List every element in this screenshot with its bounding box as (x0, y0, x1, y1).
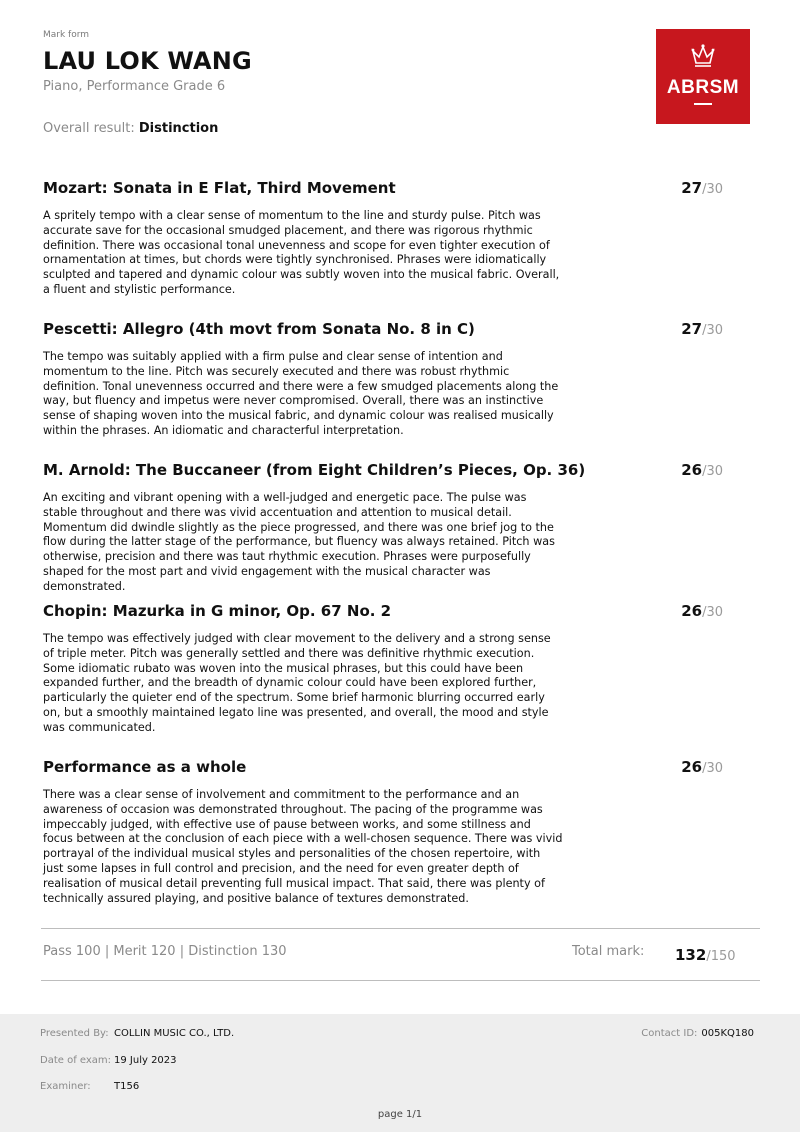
examiner-comment: The tempo was effectively judged with clear movement to the delivery and a strong sense of triple meter. Pitch was generally settled and there was definitive rhythmic execution. Some idiomatic rubato was woven into the musical phrases, but this could have been expanded further, and the breadth of dynamic colour could have been explored further, particularly the quieter end of the spectrum. Some brief harmonic blurring occurred early on, but a smoothly maintained legato line was presented, and overall, the mood and style was communicated. (43, 632, 551, 734)
examiner-comment: The tempo was suitably applied with a firm pulse and clear sense of intention and momentum to the line. Pitch was securely executed and there was robust rhythmic definition. Tonal unevenness occurred and there were a few smudged placements along the way, but fluency and impetus were never compromised. Overall, there was an instinctive sense of shaping woven into the musical fabric, and dynamic colour was realised musically within the phrases. An idiomatic and characterful interpretation. (43, 350, 559, 437)
overall-result-label: Overall result: (43, 121, 139, 136)
piece-score (681, 461, 723, 479)
score-max: /30 (702, 464, 723, 479)
total-mark-max: /150 (706, 949, 736, 964)
footer (0, 1014, 800, 1132)
examiner-row (40, 1081, 139, 1092)
document-type: Mark form (43, 30, 90, 40)
mark-section (43, 179, 743, 298)
piece-title: Pescetti: Allegro (4th movt from Sonata No. 8 in C) (43, 320, 475, 338)
presented-by-label: Presented By: (40, 1028, 109, 1039)
exam-date-row (40, 1055, 177, 1066)
contact-id-label: Contact ID: (641, 1028, 698, 1039)
contact-id-value: 005KQ180 (701, 1028, 754, 1039)
total-mark-value: 132 (675, 946, 707, 964)
score-value: 26 (681, 602, 703, 620)
presented-by-value: COLLIN MUSIC CO., LTD. (114, 1028, 235, 1039)
total-mark (675, 946, 736, 964)
overall-result (43, 121, 218, 136)
piece-title: Mozart: Sonata in E Flat, Third Movement (43, 179, 396, 197)
examiner-comment: There was a clear sense of involvement and commitment to the performance and an awareness of occasion was demonstrated throughout. The pacing of the programme was impeccably judged, with effective use of pause between works, and some stillness and focus between at the conclusion of each piece with a well-chosen sequence. There was vivid portrayal of the individual musical styles and personalities of the chosen repertoire, with just some lapses in full control and precision, and the need for even greater depth of realisation of musical detail preventing full musical impact. That said, there was plenty of technically assured playing, and positive balance of textures demonstrated. (43, 788, 563, 905)
logo-underline (694, 103, 712, 105)
candidate-name: LAU LOK WANG (43, 47, 252, 75)
examiner-comment: A spritely tempo with a clear sense of momentum to the line and sturdy pulse. Pitch was accurate save for the occasional smudged placement, and there was rigorous rhythmic definition. There was occasional tonal unevenness and scope for even tighter execution of ornamentation at times, but chords were tightly synchronised. Phrases were idiomatically sculpted and tapered and dynamic colour was subtly woven into the musical fabric. Overall, a fluent and stylistic performance. (43, 209, 560, 296)
contact-id (641, 1028, 754, 1039)
piece-score (681, 758, 723, 776)
examiner-value: T156 (114, 1081, 140, 1092)
presented-by-row (40, 1028, 234, 1039)
examiner-comment: An exciting and vibrant opening with a well-judged and energetic pace. The pulse was stable throughout and there was vivid accentuation and attention to musical detail. Momentum did dwindle slightly as the piece progressed, and there was one brief jog to the flow during the latter stage of the performance, but fluency was always retained. Pitch was otherwise, precision and there was taut rhythmic execution. Phrases were purposefully shaped for the most part and vivid engagement with the musical character was demonstrated. (43, 491, 555, 593)
candidate-header (43, 30, 603, 94)
examiner-label: Examiner: (40, 1081, 91, 1092)
score-value: 27 (681, 320, 703, 338)
score-value: 26 (681, 758, 703, 776)
total-mark-label: Total mark: (572, 944, 645, 959)
piece-score (681, 320, 723, 338)
piece-title: Performance as a whole (43, 758, 247, 776)
score-max: /30 (702, 761, 723, 776)
score-value: 26 (681, 461, 703, 479)
exam-date-value: 19 July 2023 (114, 1055, 177, 1066)
mark-section (43, 320, 743, 439)
overall-result-value: Distinction (138, 121, 219, 136)
abrsm-logo (656, 29, 750, 124)
score-value: 27 (681, 179, 703, 197)
logo-wordmark: ABRSM (666, 77, 740, 98)
divider (41, 928, 760, 929)
score-max: /30 (702, 323, 723, 338)
page-number: page 1/1 (377, 1109, 423, 1120)
mark-section (43, 758, 743, 906)
mark-section (43, 602, 743, 736)
piece-title: Chopin: Mazurka in G minor, Op. 67 No. 2 (43, 602, 392, 620)
divider (41, 980, 760, 981)
crown-icon (690, 43, 716, 69)
piece-title: M. Arnold: The Buccaneer (from Eight Children’s Pieces, Op. 36) (43, 461, 586, 479)
exam-subject: Piano, Performance Grade 6 (43, 79, 226, 94)
piece-score (681, 602, 723, 620)
grade-thresholds: Pass 100 | Merit 120 | Distinction 130 (43, 944, 287, 959)
piece-score (681, 179, 723, 197)
mark-section (43, 461, 743, 595)
exam-date-label: Date of exam: (40, 1055, 112, 1066)
score-max: /30 (702, 182, 723, 197)
score-max: /30 (702, 605, 723, 620)
